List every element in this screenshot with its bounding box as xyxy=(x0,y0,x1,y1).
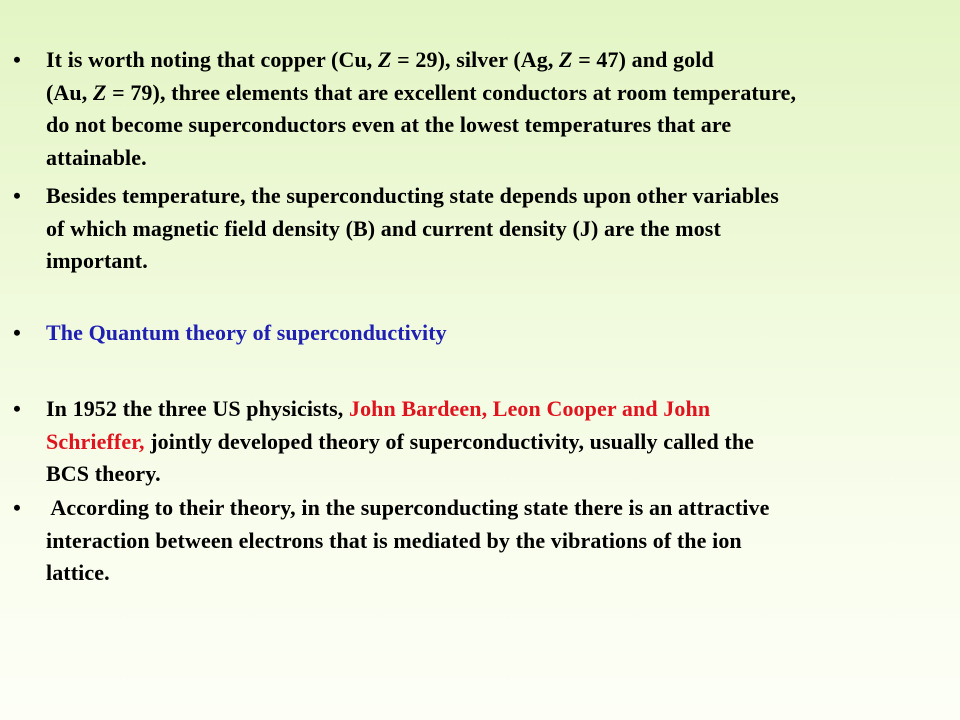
text-run: do not become superconductors even at the lowest temperatures that are xyxy=(46,112,732,137)
text-line: important. xyxy=(46,248,148,273)
bullet-dot-icon: • xyxy=(13,396,21,421)
text-line: of which magnetic field density (B) and current density (J) are the most xyxy=(46,215,721,241)
bullet-text-1 xyxy=(46,44,956,174)
text-line: lattice. xyxy=(46,560,110,585)
text-run: It is worth noting that copper (Cu, xyxy=(46,47,378,72)
bullet-dot-icon: • xyxy=(13,495,21,520)
bullet-text-4 xyxy=(46,393,956,491)
text-line xyxy=(46,44,956,77)
text-line: BCS theory. xyxy=(46,461,161,486)
bullet-text-2 xyxy=(46,180,956,278)
variable-z: Z xyxy=(559,47,573,72)
text-line: Besides temperature, the superconducting state depends upon other variables xyxy=(46,183,779,208)
variable-z: Z xyxy=(378,47,392,72)
text-line xyxy=(46,109,956,142)
variable-z: Z xyxy=(92,79,107,105)
text-line xyxy=(46,426,956,459)
text-line: According to their theory, in the superconducting state there is an attractive xyxy=(46,495,770,520)
text-run: In 1952 the three US physicists, xyxy=(46,396,349,421)
text-line xyxy=(46,393,956,426)
bullet-text-5 xyxy=(46,492,956,590)
text-line: The Quantum theory of superconductivity xyxy=(46,320,447,345)
text-line xyxy=(46,77,956,110)
text-run: = 47) and gold xyxy=(572,47,714,72)
bullet-dot-icon: • xyxy=(13,320,21,345)
bullet-dot-icon: • xyxy=(13,183,21,208)
text-run: (Au, xyxy=(46,79,93,105)
physicist-names: Schrieffer, xyxy=(46,428,145,454)
text-run: attainable. xyxy=(46,144,147,170)
section-heading-quantum-theory xyxy=(46,317,956,350)
text-run: = 79), three elements that are excellent conductors at room temperature, xyxy=(106,79,797,105)
text-run: = 29), silver (Ag, xyxy=(391,47,560,72)
bullet-dot-icon: • xyxy=(13,47,21,72)
text-line: interaction between electrons that is mediated by the vibrations of the ion xyxy=(46,527,742,553)
text-run: jointly developed theory of superconductivity, usually called the xyxy=(144,428,755,454)
text-line xyxy=(46,142,956,175)
physicist-names: John Bardeen, Leon Cooper and John xyxy=(348,396,711,421)
